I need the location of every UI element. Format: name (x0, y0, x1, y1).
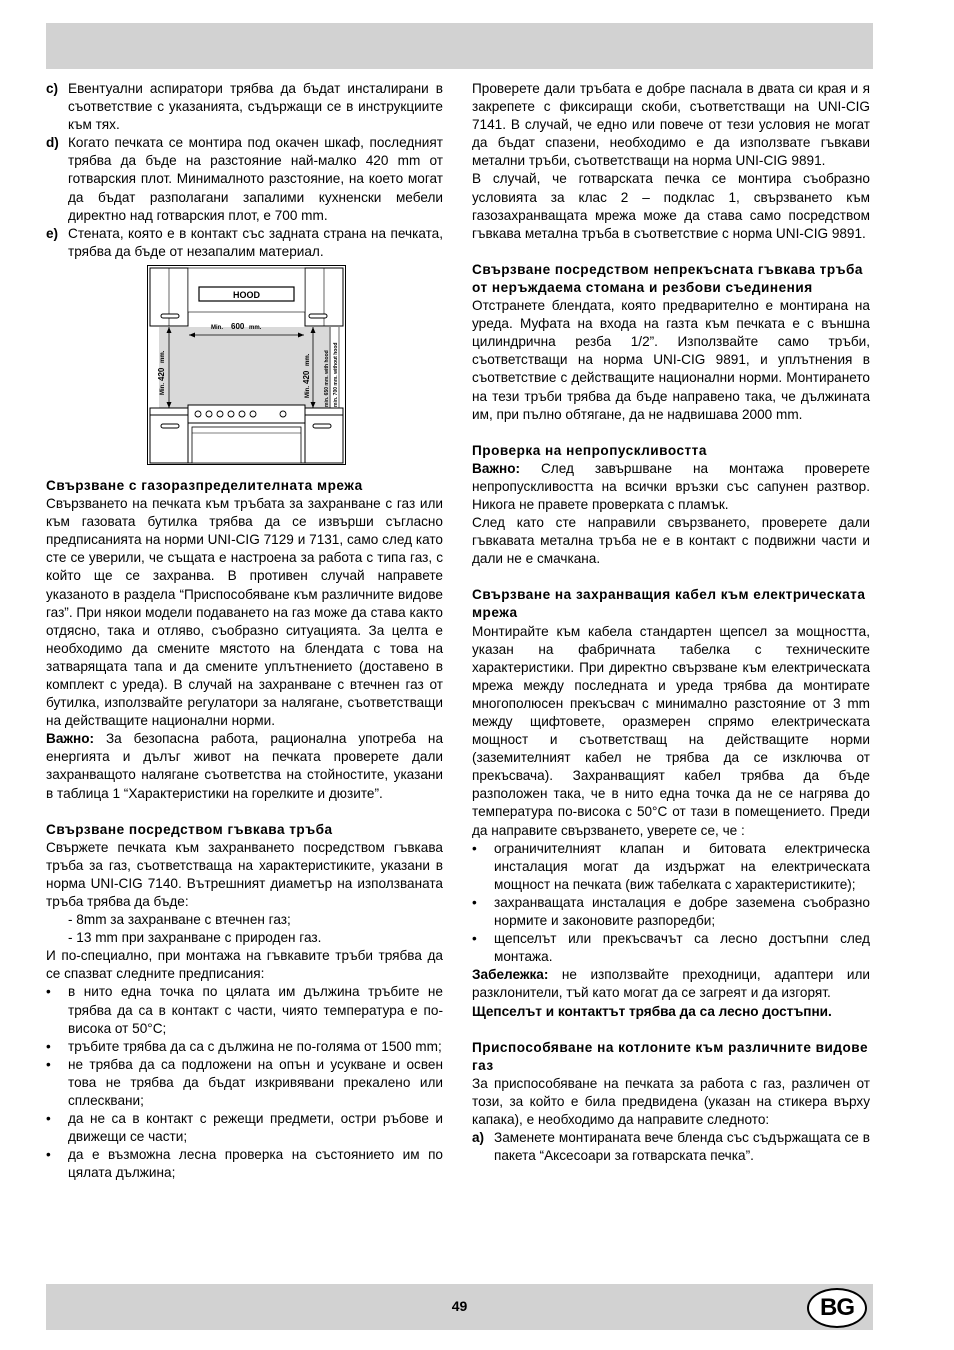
paragraph: Отстранете блендата, която предварително е монтирана на уреда. Муфата на входа на газта към печката е с външна цилиндрична резба 1/2”. Използвайте само тръби, съответстващи на норма UNI-CIG 9891, и уплътнения в съответствие с действащите национални норми. Монтирането на тези тръби трябва да бъде направено така, че дължината им, при пълно обтягане, да не надвишава 2000 mm. (472, 298, 870, 422)
list-item-a (472, 1129, 870, 1165)
paragraph: Свързването на печката към тръбата за захранване с газ или към газовата бутилка трябва да се извърши съгласно предписанията на норми UNI-CIG 7129 и 7131, само след като сте се уверили, че същата е настроена за работа с типа газ, с който ще се захранва. В противен случай направете указаното в раздела “Приспособяване към различните видове газ”. При някои модели подаването на газ може да става както отдясно, така и отляво, съобразно ситуацията. За целта е необходимо да смените мястото на блендата с това на затварящата тапа и да смените уплътнението (доставено в комплект с уреда). В случай на захранване с втечнен газ от бутилка, използвайте регулатори за налягане, съответстващи на действащите национални норми. (46, 496, 443, 729)
paragraph: Монтирайте към кабела стандартен щепсел за мощността, указан на фабричната табелка с техническите характеристики. При директно свързване към електрическата мрежа между последната и уреда трябва да монтирате многополюсен прекъсвач с минимално разстояние от 3 mm между щифтовете, оразмерен спрямо електрическата мощност и съответстващ на действащите норми (заземителният кабел не трябва да се изключва от прекъсвача). Захранващият кабел трябва да бъде разположен така, че в нито една точка да не се нагрява до температура по-висока с 50°C от тази в помещението. Преди да направите свързването, уверете се, че : (472, 623, 870, 838)
distance-600: 600 (231, 321, 245, 331)
important-text: За безопасна работа, рационална употреба на енергията и дълъг живот на печката проверете дали захранващото налягане съответства на стойностите, указани в таблица 1 “Характеристики на горелките и дюзите”. (46, 731, 443, 801)
paragraph: Свържете печката към захранването посредством гъвкава тръба за газ, съответстваща на характеристиките, указани в норма UNI-CIG 7140. Вътрешният диаметър на използваната тръба трябва да бъде: (46, 839, 443, 909)
left-column (46, 80, 443, 1183)
without-hood-label: min. 700 mm. without hood (333, 342, 339, 407)
section-heading-gas-network: Свързване с газоразпределителната мрежа (46, 477, 363, 493)
section-heading-electric: Свързване на захранващия кабел към електрическата мрежа (472, 587, 866, 621)
min-label-600: Min. (211, 324, 223, 331)
item-marker: e) (46, 225, 59, 241)
distance-420-left-unit: mm. (160, 350, 166, 363)
item-text: Когато печката се монтира под окачен шкаф, последният трябва да бъде на разстояние най-малко 420 mm от готварския плот. Минималното разстояние, на което могат да бъдат разполагани запалими кухненски мебели директно над готварския плот, е 700 mm. (68, 135, 443, 223)
important-label: Важно: (472, 460, 521, 476)
item-text: Евентуални аспиратори трябва да бъдат инсталирани в съответствие с указанията, съдържащи се в инструкциите към тях. (68, 81, 443, 133)
item-text: Заменете монтираната вече бленда със съдържащата се в пакета “Аксесоари за готварската печка”. (494, 1130, 870, 1164)
distance-600-unit: mm. (249, 324, 262, 331)
list-item-c (46, 80, 443, 134)
installation-diagram (147, 265, 346, 465)
bullet-item: • в нито една точка по цялата им дължина тръбите не трябва да са в контакт с части, чиято температура е по-висока от 50°C; (46, 984, 443, 1036)
bullet-item: • щепселът или прекъсвачът са лесно достъпни след монтажа. (472, 931, 870, 965)
note-text: не използвайте преходници, адаптери или разклонители, тъй като могат да се загреят и да изгорят. (472, 967, 870, 1001)
paragraph-important (472, 460, 870, 514)
right-column (472, 80, 870, 1165)
min-label-420-right: Min. (305, 385, 311, 398)
bullet-item: • ограничителният клапан и битовата електрическа инсталация могат да издържат на електрическата мощност на печката (виж табелката с характеристиките); (472, 840, 870, 892)
dash-item: - 13 mm при захранване с природен газ. (68, 930, 322, 946)
min-label-420-left: Min. (160, 382, 166, 395)
paragraph: Проверете дали тръбата е добре паснала в двата си края и я закрепете с фиксиращи скоби, съответстващи на UNI-CIG 7141. В случай, че едно или повече от тези условия не могат да бъдат спазени, необходимо е да използвате гъвкави метални тръби, съответстващи на норма UNI-CIG 9891. (472, 81, 870, 169)
item-marker: a) (472, 1130, 485, 1146)
paragraph-important (46, 730, 443, 802)
item-marker: c) (46, 81, 59, 96)
distance-420-right-unit: mm. (305, 353, 311, 366)
item-text: Стената, която е в контакт със задната страна на печката, трябва да бъде от незапалим материал. (68, 225, 443, 259)
distance-420-left: 420 (157, 367, 166, 381)
language-badge: BG (807, 1288, 867, 1328)
paragraph-note (472, 966, 870, 1002)
section-heading-steel: Свързване посредством непрекъсната гъвкава тръба от неръждаема стомана и резбови съединения (472, 261, 863, 295)
page-number: 49 (451, 1298, 468, 1314)
important-text: След завършване на монтажа проверете непропускливостта на всички връзки със сапунен разтвор. Никога не правете проверката с пламък. (472, 460, 870, 512)
paragraph: След като сте направили свързването, проверете дали гъвкавата метална тръба не е в контакт с подвижни части и дали не е смачкана. (472, 515, 870, 567)
bullet-item: • тръбите трябва да са с дължина не по-голяма от 1500 mm; (46, 1038, 442, 1054)
note-bold-text: Щепселът и контактът трябва да са лесно достъпни. (472, 1003, 832, 1019)
section-heading-flexible: Свързване посредством гъвкава тръба (46, 821, 333, 837)
with-hood-label: min. 650 mm. with hood (324, 350, 330, 407)
distance-420-right: 420 (302, 370, 311, 384)
footer-bar (46, 1284, 873, 1330)
bullet-item: • да е възможна лесна проверка на състоянието им по цялата дължина; (46, 1147, 443, 1181)
bullet-item: • захранващата инсталация е добре заземена съобразно нормите и законовите разпоредби; (472, 894, 870, 929)
paragraph-note-bold (472, 1003, 870, 1021)
header-bar (46, 23, 873, 69)
list-item-d (46, 134, 443, 224)
bullet-item: • да не са в контакт с режещи предмети, остри ръбове и движещи се части; (46, 1111, 443, 1145)
paragraph: В случай, че готварската печка се монтира съобразно условията за клас 2 – подклас 1, свързването към газозахранващата мрежа може да става само посредством гъвкава метална тръба в съответствие с норма UNI-CIG 9891. (472, 171, 870, 241)
note-label: Забележка: (472, 967, 549, 983)
dash-item: - 8mm за захранване с втечнен газ; (68, 912, 291, 928)
section-heading-adapt: Приспособяване на котлоните към различните видове газ (472, 1039, 869, 1073)
important-label: Важно: (46, 731, 95, 747)
bullet-item: • не трябва да са подложени на опън и усукване и освен това не трябва да бъдат изкривявани прекалено или сплесквани; (46, 1056, 443, 1109)
list-item-e (46, 225, 443, 261)
section-heading-leak: Проверка на непропускливостта (472, 442, 707, 458)
paragraph: И по-специално, при монтажа на гъвкавите тръби трябва да се спазват следните предписания: (46, 948, 443, 982)
hood-label: HOOD (233, 289, 260, 300)
paragraph: За приспособяване на печката за работа с газ, различен от този, за който е била предвидена (указан на стикера върху капака), е необходимо да направите следното: (472, 1075, 870, 1127)
item-marker: d) (46, 135, 59, 151)
